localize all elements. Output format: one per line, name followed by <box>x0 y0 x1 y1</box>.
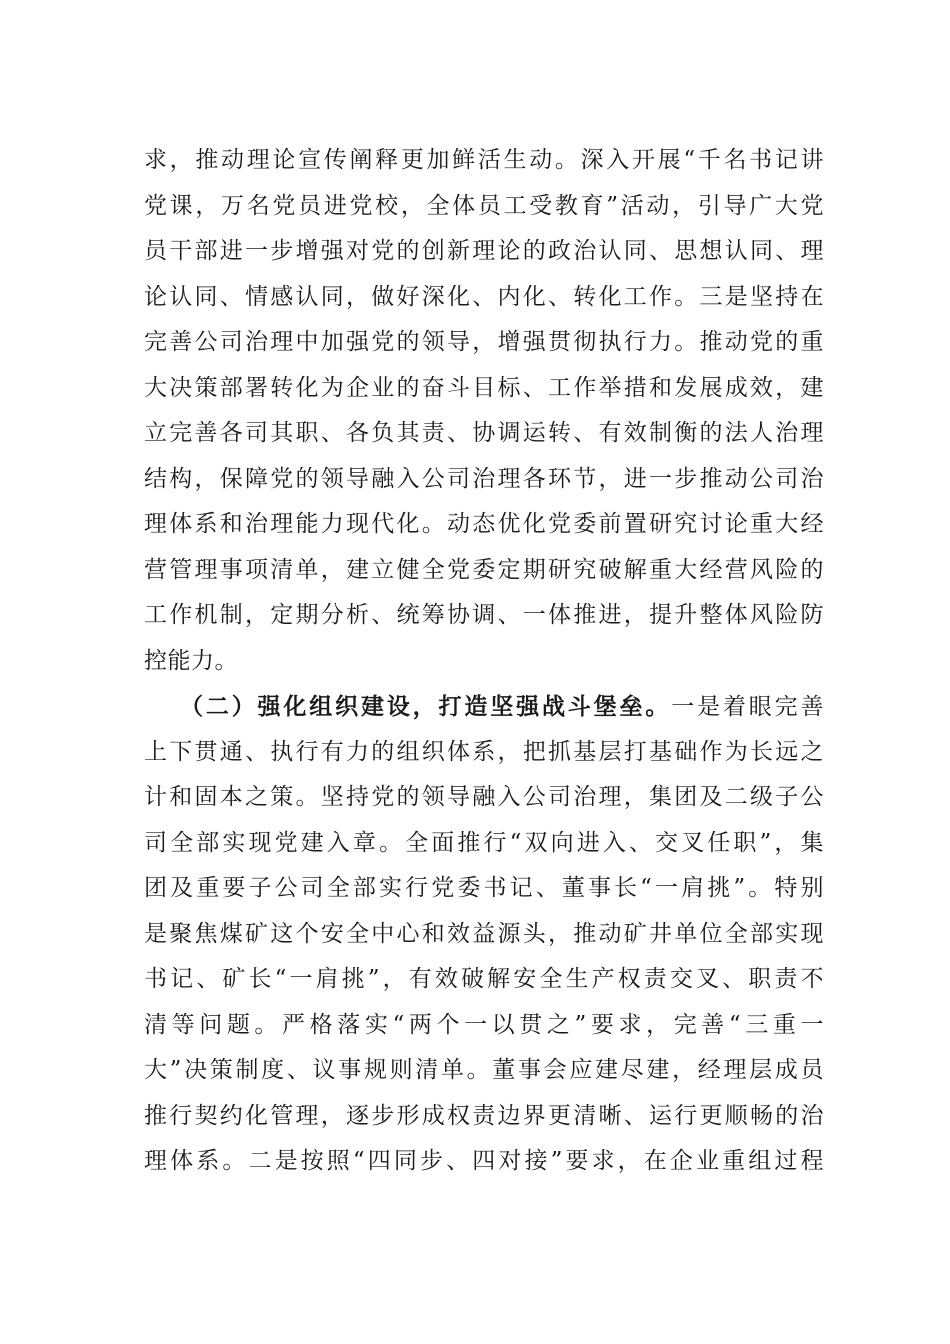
text-line: 计和固本之策。坚持党的领导融入公司治理，集团及二级子公 <box>144 784 824 810</box>
text-line: 推行契约化管理，逐步形成权责边界更清晰、运行更顺畅的治 <box>144 1102 824 1129</box>
text-line: 员干部进一步增强对党的创新理论的政治认同、思想认同、理 <box>144 238 824 264</box>
text-line: 理体系和治理能力现代化。动态优化党委前置研究讨论重大经 <box>144 511 824 537</box>
body-text <box>144 138 824 1185</box>
text-line: 书记、矿长“一肩挑”，有效破解安全生产权责交叉、职责不 <box>144 966 824 992</box>
text-line: 立完善各司其职、各负其责、协调运转、有效制衡的法人治理 <box>144 420 824 446</box>
text-line: 是聚焦煤矿这个安全中心和效益源头，推动矿井单位全部实现 <box>144 920 824 947</box>
text-line: 团及重要子公司全部实行党委书记、董事长“一肩挑”。特别 <box>144 875 824 901</box>
text-line: 大决策部署转化为企业的奋斗目标、工作举措和发展成效，建 <box>144 374 824 401</box>
text-line: 理体系。二是按照“四同步、四对接”要求，在企业重组过程 <box>144 1148 824 1174</box>
text-line: 营管理事项清单，建立健全党委定期研究破解重大经营风险的 <box>144 556 824 583</box>
text-line: 大”决策制度、议事规则清单。董事会应建尽建，经理层成员 <box>144 1057 824 1083</box>
section-heading: （二）强化组织建设，打造坚强战斗堡垒。 <box>180 693 672 720</box>
text-line: 控能力。 <box>144 647 238 674</box>
text-line: 清等问题。严格落实“两个一以贯之”要求，完善“三重一 <box>144 1011 824 1038</box>
text-line: 求，推动理论宣传阐释更加鲜活生动。深入开展“千名书记讲 <box>144 147 824 173</box>
text-line: 论认同、情感认同，做好深化、内化、转化工作。三是坚持在 <box>144 283 824 310</box>
text-line: 工作机制，定期分析、统筹协调、一体推进，提升整体风险防 <box>144 602 824 628</box>
heading-line-rest: 一是着眼完善 <box>671 694 825 720</box>
text-line: 司全部实现党建入章。全面推行“双向进入、交叉任职”，集 <box>144 829 824 856</box>
text-line: 上下贯通、执行有力的组织体系，把抓基层打基础作为长远之 <box>144 738 824 765</box>
text-line: 党课，万名党员进党校，全体员工受教育”活动，引导广大党 <box>144 192 824 219</box>
text-line: 完善公司治理中加强党的领导，增强贯彻执行力。推动党的重 <box>144 329 824 355</box>
section-heading-line <box>144 684 824 730</box>
text-line: 结构，保障党的领导融入公司治理各环节，进一步推动公司治 <box>144 465 824 492</box>
